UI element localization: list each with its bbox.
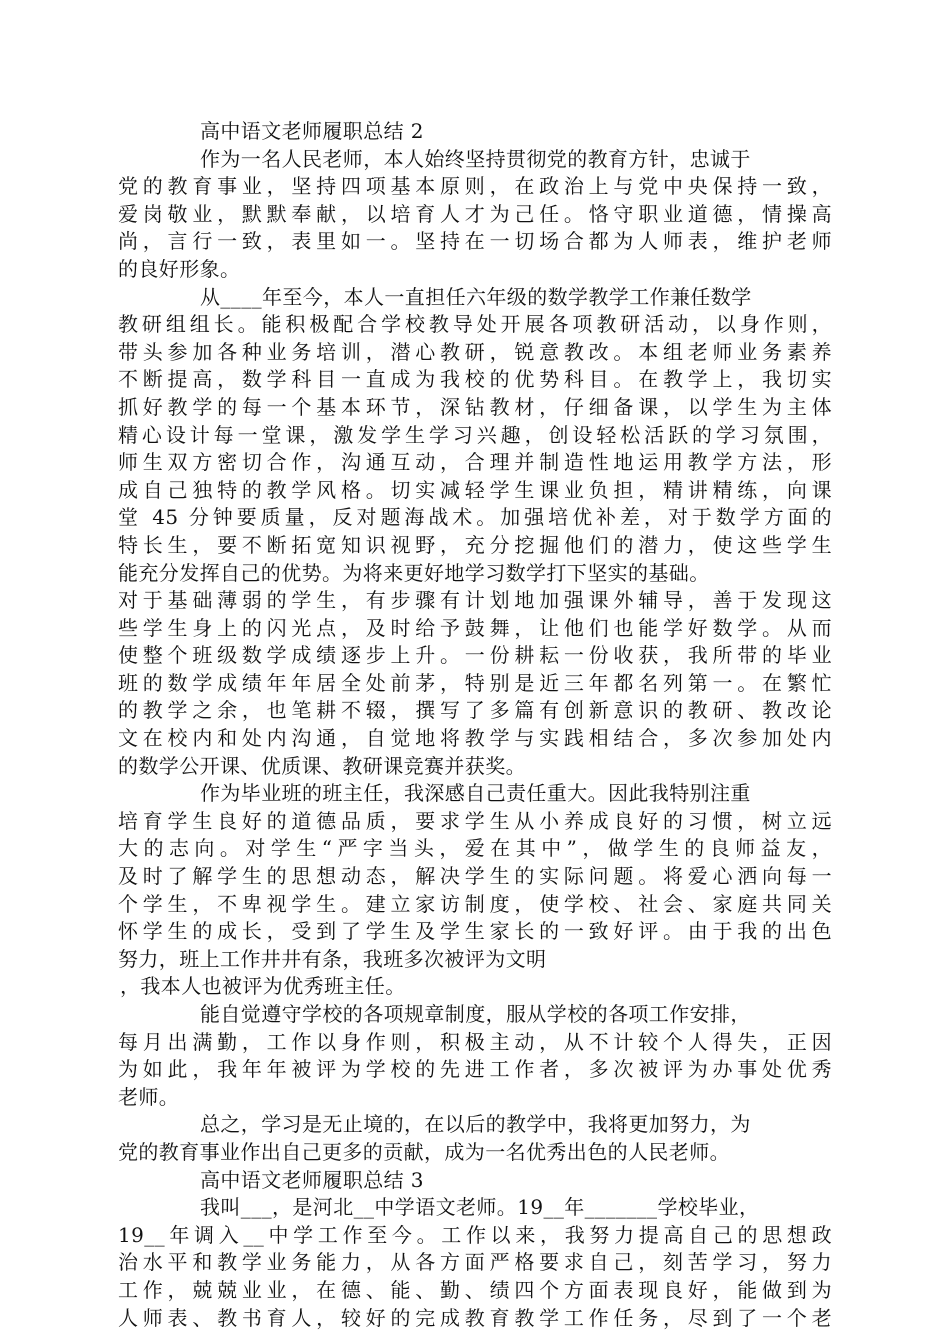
paragraph-line: 班的数学成绩年年居全处前茅，特别是近三年都名列第一。在繁忙 bbox=[118, 670, 832, 695]
paragraph-line: 作为一名人民老师，本人始终坚持贯彻党的教育方针，忠诚于 bbox=[200, 146, 751, 171]
paragraph-line: 党的教育事业，坚持四项基本原则，在政治上与党中央保持一致， bbox=[118, 174, 832, 199]
paragraph-line: 作为毕业班的班主任，我深感自己责任重大。因此我特别注重 bbox=[200, 781, 751, 806]
paragraph-line: 能自觉遵守学校的各项规章制度，服从学校的各项工作安排， bbox=[200, 1002, 751, 1026]
paragraph-line: 及时了解学生的思想动态，解决学生的实际问题。将爱心洒向每一 bbox=[118, 864, 832, 889]
section-heading: 高中语文老师履职总结 3 bbox=[200, 1167, 424, 1192]
paragraph-line: 使整个班级数学成绩逐步上升。一份耕耘一份收获，我所带的毕业 bbox=[118, 643, 832, 668]
paragraph-line: 的数学公开课、优质课、教研课竞赛并获奖。 bbox=[118, 753, 526, 778]
paragraph-line: 治水平和教学业务能力，从各方面严格要求自己，刻苦学习，努力 bbox=[118, 1250, 832, 1275]
paragraph-line: 能充分发挥自己的优势。为将来更好地学习数学打下坚实的基础。 bbox=[118, 560, 710, 585]
paragraph-line: ，我本人也被评为优秀班主任。 bbox=[120, 974, 406, 999]
paragraph-line: 教研组组长。能积极配合学校教导处开展各项教研活动，以身作则， bbox=[118, 312, 832, 337]
paragraph-line: 尚，言行一致，表里如一。坚持在一切场合都为人师表，维护老师 bbox=[118, 229, 832, 254]
paragraph-line: 老师。 bbox=[118, 1084, 180, 1109]
paragraph-line: 的教学之余，也笔耕不辍，撰写了多篇有创新意识的教研、教改论 bbox=[118, 698, 832, 723]
paragraph-line: 爱岗敬业，默默奉献，以培育人才为己任。恪守职业道德，情操高 bbox=[118, 201, 832, 226]
paragraph-line: 的良好形象。 bbox=[118, 256, 241, 281]
paragraph-line: 培育学生良好的道德品质，要求学生从小养成良好的习惯，树立远 bbox=[118, 808, 832, 833]
paragraph-line: 我叫___，是河北__中学语文老师。19__年_______学校毕业， bbox=[200, 1195, 760, 1220]
paragraph-line: 总之，学习是无止境的，在以后的教学中，我将更加努力，为 bbox=[200, 1112, 751, 1137]
paragraph-line: 不断提高，数学科目一直成为我校的优势科目。在教学上，我切实 bbox=[118, 367, 832, 392]
paragraph-line: 带头参加各种业务培训，潜心教研，锐意教改。本组老师业务素养 bbox=[118, 339, 832, 364]
paragraph-line: 党的教育事业作出自己更多的贡献，成为一名优秀出色的人民老师。 bbox=[118, 1139, 730, 1164]
paragraph-line: 工作，兢兢业业，在德、能、勤、绩四个方面表现良好，能做到为 bbox=[118, 1277, 832, 1302]
paragraph-line: 堂 45 分钟要质量，反对题海战术。加强培优补差，对于数学方面的 bbox=[118, 505, 832, 530]
paragraph-line: 大的志向。对学生“严字当头，爱在其中”，做学生的良师益友， bbox=[118, 836, 832, 861]
paragraph-line: 些学生身上的闪光点，及时给予鼓舞，让他们也能学好数学。从而 bbox=[118, 615, 832, 640]
paragraph-line: 人师表、教书育人，较好的完成教育教学工作任务，尽到了一个老 bbox=[118, 1305, 832, 1330]
document-body bbox=[118, 118, 832, 1332]
paragraph-line: 对于基础薄弱的学生，有步骤有计划地加强课外辅导，善于发现这 bbox=[118, 588, 832, 613]
paragraph-line: 抓好教学的每一个基本环节，深钻教材，仔细备课，以学生为主体 bbox=[118, 394, 832, 419]
paragraph-line: 从____年至今，本人一直担任六年级的数学教学工作兼任数学 bbox=[200, 284, 752, 309]
paragraph-line: 努力，班上工作井井有条，我班多次被评为文明 bbox=[118, 946, 547, 971]
paragraph-line: 文在校内和处内沟通，自觉地将教学与实践相结合，多次参加处内 bbox=[118, 726, 832, 751]
paragraph-line: 精心设计每一堂课，激发学生学习兴趣，创设轻松活跃的学习氛围， bbox=[118, 422, 832, 447]
paragraph-line: 每月出满勤，工作以身作则，积极主动，从不计较个人得失，正因 bbox=[118, 1029, 832, 1054]
paragraph-line: 特长生，要不断拓宽知识视野，充分挖掘他们的潜力，使这些学生 bbox=[118, 532, 832, 557]
paragraph-line: 师生双方密切合作，沟通互动，合理并制造性地运用教学方法，形 bbox=[118, 450, 832, 475]
paragraph-line: 个学生，不卑视学生。建立家访制度，使学校、社会、家庭共同关 bbox=[118, 891, 832, 916]
section-heading: 高中语文老师履职总结 2 bbox=[200, 119, 424, 143]
paragraph-line: 19__年调入__中学工作至今。工作以来，我努力提高自己的思想政 bbox=[118, 1222, 832, 1247]
paragraph-line: 成自己独特的教学风格。切实减轻学生课业负担，精讲精练，向课 bbox=[118, 477, 832, 502]
paragraph-line: 为如此，我年年被评为学校的先进工作者，多次被评为办事处优秀 bbox=[118, 1057, 832, 1082]
paragraph-line: 怀学生的成长，受到了学生及学生家长的一致好评。由于我的出色 bbox=[118, 919, 832, 944]
